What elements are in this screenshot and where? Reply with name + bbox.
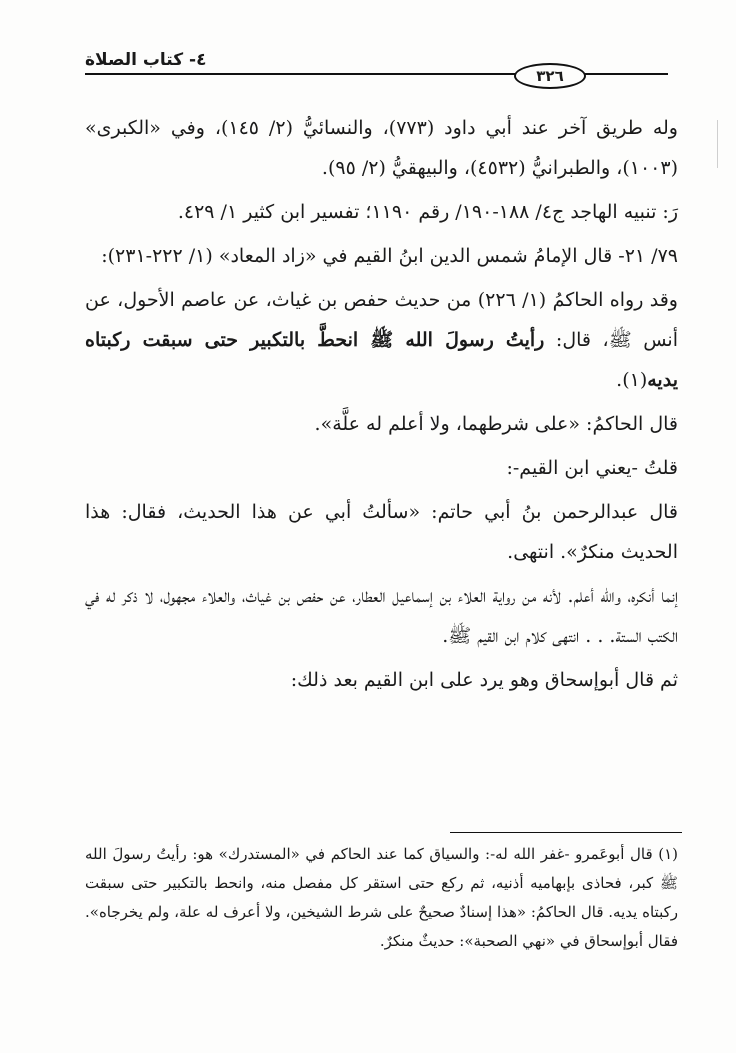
paragraph: ٧٩/ ٢١- قال الإمامُ شمس الدين ابنُ القيم في «زاد المعاد» (١/ ٢٢٢-٢٣١): <box>101 245 678 267</box>
page-number: ٣٢٦ <box>514 63 586 89</box>
paragraph: رَ: تنبيه الهاجد ج٤/ ١٨٨-١٩٠/ رقم ١١٩٠؛ تفسير ابن كثير ١/ ٤٢٩. <box>177 201 678 223</box>
footnotes <box>85 840 678 956</box>
paragraph: ثم قال أبوإسحاق وهو يرد على ابن القيم بعد ذلك: <box>290 669 678 691</box>
main-text <box>85 108 678 700</box>
page-header <box>85 46 668 85</box>
paragraph: وله طريق آخر عند أبي داود (٧٧٣)، والنسائيُّ (٢/ ١٤٥)، وفي «الكبرى» (١٠٠٣)، والطبرانيُّ (٤٥٣٢)، والبيهقيُّ (٢/ ٩٥). <box>85 117 678 179</box>
paragraph-text: وقد رواه الحاكمُ (١/ ٢٢٦) من حديث حفص بن غياث، عن عاصم الأحول، عن أنس ﷺ، قال: <box>85 289 678 351</box>
margin-mark <box>717 120 718 168</box>
footnote-rule <box>450 832 682 833</box>
hadith-text: رأيتُ رسولَ الله ﷺ انحطَّ بالتكبير حتى سبقت ركبتاه يديه <box>85 329 678 391</box>
footnote: (١) قال أبوعَمرو -غفر الله له-: والسياق كما عند الحاكم في «المستدرك» هو: رأيتُ رسولَ الله ﷺ كبر، فحاذى بإبهاميه أذنيه، ثم ركع حتى استقر كل مفصل منه، وانحط بالتكبير حتى سبقت ركبتاه يديه. قال الحاكمُ: «هذا إسنادٌ صحيحٌ على شرط الشيخين، ولا أعرف له علة، ولم يخرجاه». فقال أبوإسحاق في «نهي الصحبة»: حديثٌ منكرٌ. <box>85 845 678 950</box>
chapter-title: ٤- كتاب الصلاة <box>85 50 207 70</box>
paragraph: قال عبدالرحمن بنُ أبي حاتم: «سألتُ أبي عن هذا الحديث، فقال: هذا الحديث منكرٌ». انتهى. <box>85 501 678 563</box>
paragraph <box>85 280 678 400</box>
paragraph: إنما أنكره، والله أعلم. لأنه من رواية العلاء بن إسماعيل العطار، عن حفص بن غياث، والعلاء مجهول، لا ذكر له في الكتب الستة. . . انتهى كلام ابن القيم ﷺ. <box>85 585 678 647</box>
paragraph: قلتُ -يعني ابن القيم-: <box>506 457 678 479</box>
paragraph: قال الحاكمُ: «على شرطهما، ولا أعلم له علَّة». <box>314 413 678 435</box>
footnote-ref: (١). <box>616 369 648 391</box>
